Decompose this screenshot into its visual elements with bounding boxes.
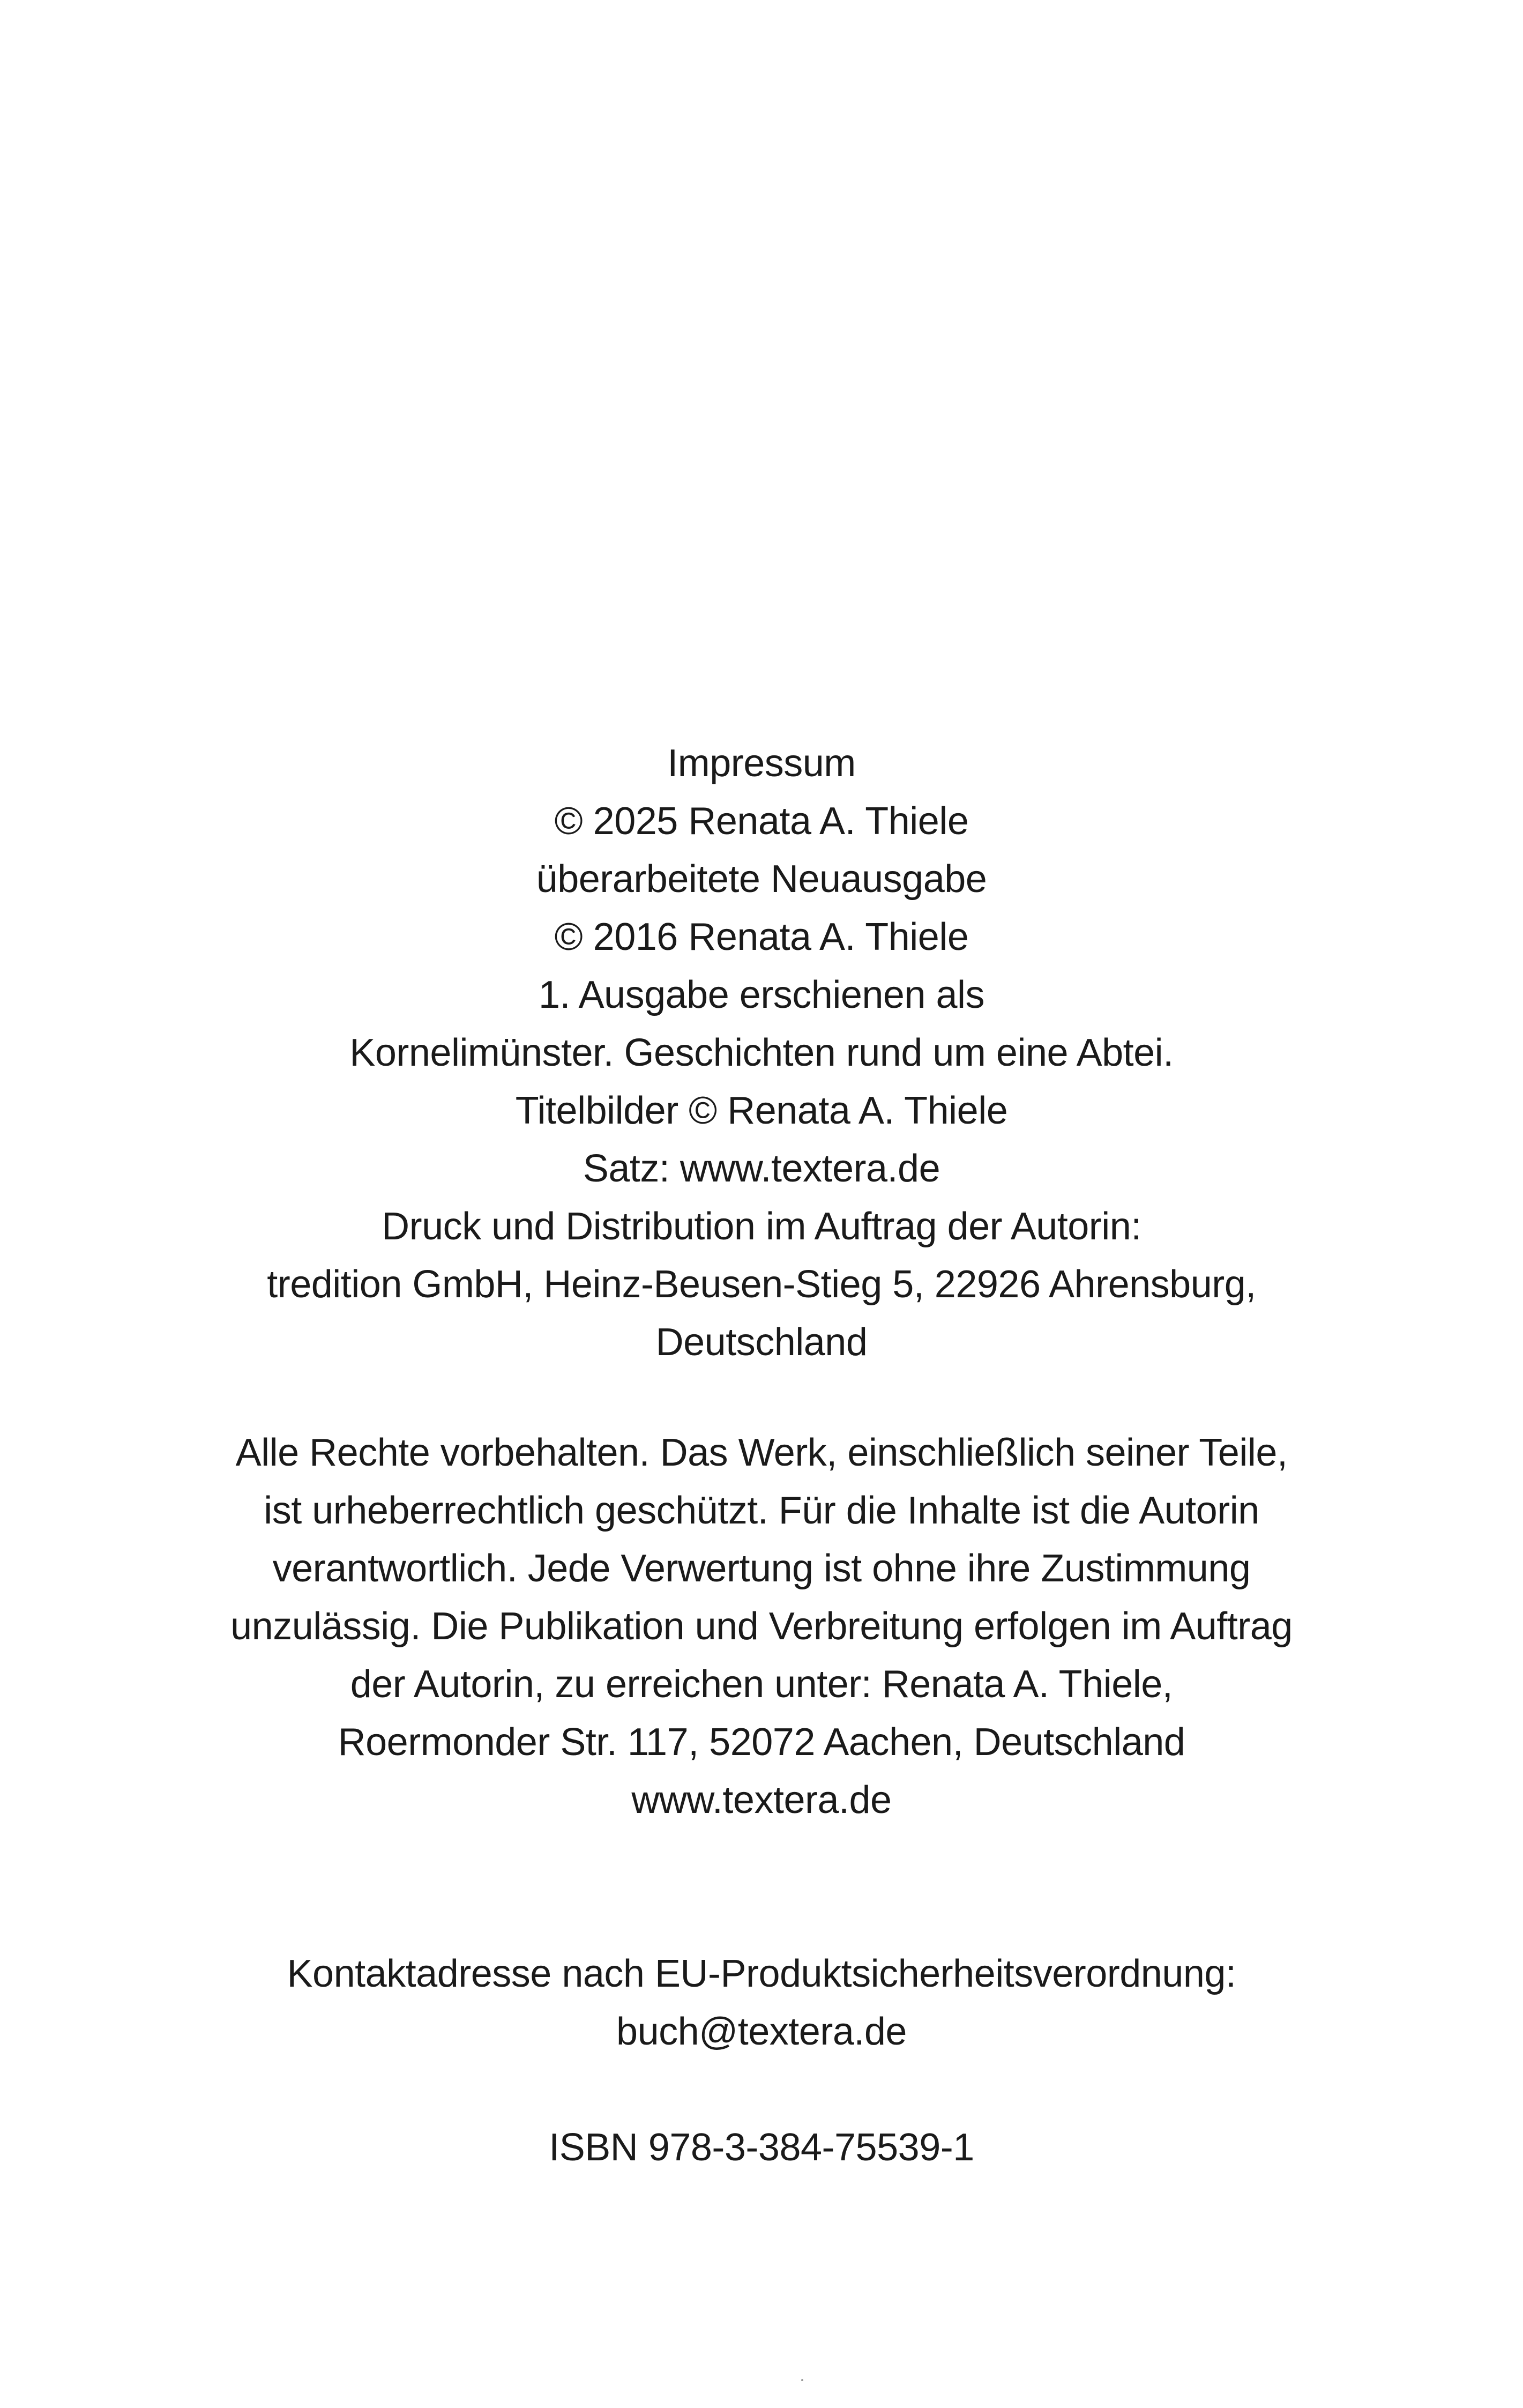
rights-line: unzulässig. Die Publikation und Verbreitung erfolgen im Auftrag [230, 1605, 1293, 1648]
author-address: Roermonder Str. 117, 52072 Aachen, Deutschland [338, 1721, 1185, 1764]
publisher-country: Deutschland [655, 1321, 868, 1364]
isbn-block [0, 2119, 1523, 2176]
isbn-number: ISBN 978-3-384-75539-1 [549, 2126, 974, 2169]
edition-note: überarbeitete Neuausgabe [536, 858, 987, 901]
rights-line: Alle Rechte vorbehalten. Das Werk, einschließlich seiner Teile, [235, 1431, 1288, 1474]
page-mark-dot [801, 2379, 803, 2381]
contact-block [0, 1945, 1523, 2061]
copyright-2016: © 2016 Renata A. Thiele [554, 916, 969, 958]
imprint-heading: Impressum [667, 742, 856, 785]
publisher-address: tredition GmbH, Heinz-Beusen-Stieg 5, 22926 Ahrensburg, [267, 1263, 1256, 1306]
rights-line: ist urheberrechtlich geschützt. Für die Inhalte ist die Autorin [264, 1489, 1259, 1532]
cover-image-credit: Titelbilder © Renata A. Thiele [515, 1089, 1008, 1132]
contact-email: buch@textera.de [616, 2010, 907, 2053]
original-title: Kornelimünster. Geschichten rund um eine Abtei. [349, 1031, 1174, 1074]
rights-notice-block [0, 1424, 1523, 1829]
rights-line: der Autorin, zu erreichen unter: Renata A. Thiele, [350, 1663, 1173, 1706]
contact-label: Kontaktadresse nach EU-Produktsicherheitsverordnung: [287, 1952, 1236, 1995]
imprint-block [0, 734, 1523, 1371]
rights-line: verantwortlich. Jede Verwertung ist ohne ihre Zustimmung [272, 1547, 1251, 1590]
typesetting-credit: Satz: www.textera.de [583, 1147, 940, 1190]
printing-note: Druck und Distribution im Auftrag der Autorin: [382, 1205, 1141, 1248]
author-website: www.textera.de [631, 1779, 892, 1822]
first-edition-note: 1. Ausgabe erschienen als [538, 973, 985, 1016]
copyright-2025: © 2025 Renata A. Thiele [554, 800, 969, 843]
